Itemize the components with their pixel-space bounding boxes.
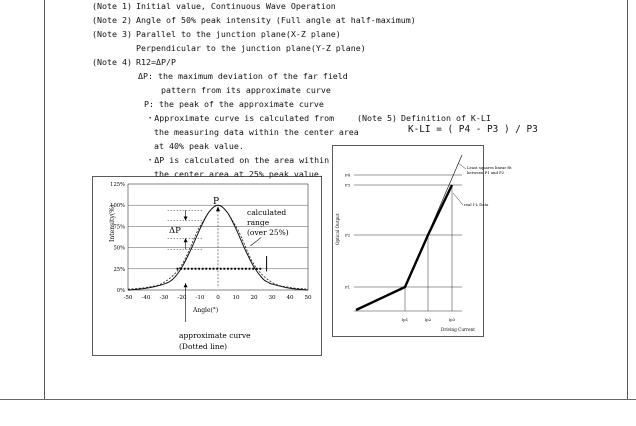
note4-dp-def-2: pattern from its approximate curve	[161, 85, 331, 95]
note3-text-2: Perpendicular to the junction plane(Y-Z plane)	[136, 43, 366, 53]
note5-title: Definition of K-LI	[401, 113, 491, 123]
note5-label: (Note 5)	[357, 113, 397, 123]
far-field-chart-frame	[93, 177, 322, 356]
far-field-x-tick: -50	[123, 295, 133, 301]
kli-y-tick: P1	[345, 284, 350, 290]
kli-y-tick: P3	[345, 182, 350, 188]
fit-label-pointer	[458, 163, 466, 169]
kli-y-tick: P2	[345, 232, 350, 238]
range-label-1: calculated	[247, 208, 287, 217]
range-pointer-line	[250, 237, 261, 245]
note4-bullet2-1: ・ΔP is calculated on the area within	[146, 155, 330, 165]
far-field-x-tick: 50	[304, 295, 312, 301]
note3-text-1: Parallel to the junction plane(X-Z plane)	[136, 29, 341, 39]
far-field-y-tick: 100%	[110, 203, 125, 210]
kli-x-tick: Ip3	[448, 317, 456, 322]
fit-label-1: Least squares linear fit	[467, 165, 512, 170]
kli-x-tick: Ip1	[401, 317, 409, 322]
far-field-x-tick: 0	[216, 295, 220, 301]
far-field-x-tick: 40	[286, 295, 294, 301]
curve-label-2: (Dotted line)	[179, 342, 228, 351]
far-field-x-tick: -30	[159, 295, 169, 301]
note4-dp-def-1: ΔP: the maximum deviation of the far field	[138, 71, 348, 81]
note4-p-def: P: the peak of the approximate curve	[144, 99, 324, 109]
delta-p-down-arrow-icon	[184, 216, 188, 220]
range-label-2: range	[247, 218, 270, 227]
data-label-pointer	[453, 193, 463, 205]
right-border-line	[627, 0, 628, 400]
real-il-data-line	[356, 185, 452, 310]
note1-text: Initial value, Continuous Wave Operation	[136, 1, 336, 11]
note4-label: (Note 4)	[92, 57, 132, 67]
kli-ylabel: Optical Output	[335, 213, 340, 245]
kli-chart	[332, 145, 512, 337]
far-field-y-tick: 75%	[113, 224, 125, 231]
far-field-x-tick: 20	[250, 295, 258, 301]
note4-bullet1-2: the measuring data within the center area	[154, 127, 359, 137]
note4-bullet1-3: at 40% peak value.	[154, 141, 244, 151]
note2-text: Angle of 50% peak intensity (Full angle at half-maximum)	[136, 15, 416, 25]
far-field-y-tick: 125%	[110, 182, 125, 188]
far-field-x-tick: 10	[232, 295, 240, 301]
kli-chart-frame	[333, 146, 484, 337]
note3-label: (Note 3)	[92, 29, 132, 39]
note5-formula: K-LI = ( P4 - P3 ) / P3	[408, 124, 538, 135]
far-field-xlabel: Angle(°)	[193, 307, 219, 314]
far-field-y-tick: 25%	[113, 266, 125, 273]
peak-label: P	[213, 197, 220, 207]
fit-label-2: between P1 and P2	[467, 170, 505, 175]
kli-xlabel: Driving Current	[441, 327, 475, 332]
note4-bullet2-2: the center area at 25% peak value.	[154, 169, 324, 179]
curve-pointer-arrow-icon	[184, 283, 188, 287]
kli-y-tick: P4	[345, 172, 350, 178]
range-label-3: (over 25%)	[247, 228, 289, 237]
far-field-x-tick: 30	[268, 295, 276, 301]
note2-label: (Note 2)	[92, 15, 132, 25]
kli-x-tick: Ip2	[424, 317, 432, 322]
delta-p-up-arrow-icon	[184, 238, 188, 242]
far-field-ylabel: Intensity(%)	[109, 204, 116, 242]
data-label: real I-L Data	[464, 202, 489, 207]
curve-label-1: approximate curve	[179, 331, 251, 340]
far-field-x-tick: -40	[141, 295, 151, 301]
far-field-x-tick: -20	[177, 295, 187, 301]
far-field-chart	[92, 176, 322, 356]
left-border-line	[44, 0, 45, 400]
note4-bullet1-1: ・Approximate curve is calculated from	[146, 113, 335, 123]
note4-formula: R12=ΔP/P	[136, 57, 176, 67]
far-field-y-tick: 50%	[113, 245, 125, 252]
page-bottom-edge	[0, 399, 636, 400]
delta-p-label: ΔP	[169, 226, 181, 236]
far-field-y-tick: 0%	[116, 288, 125, 294]
far-field-x-tick: -10	[195, 295, 205, 301]
note1-label: (Note 1)	[92, 1, 132, 11]
